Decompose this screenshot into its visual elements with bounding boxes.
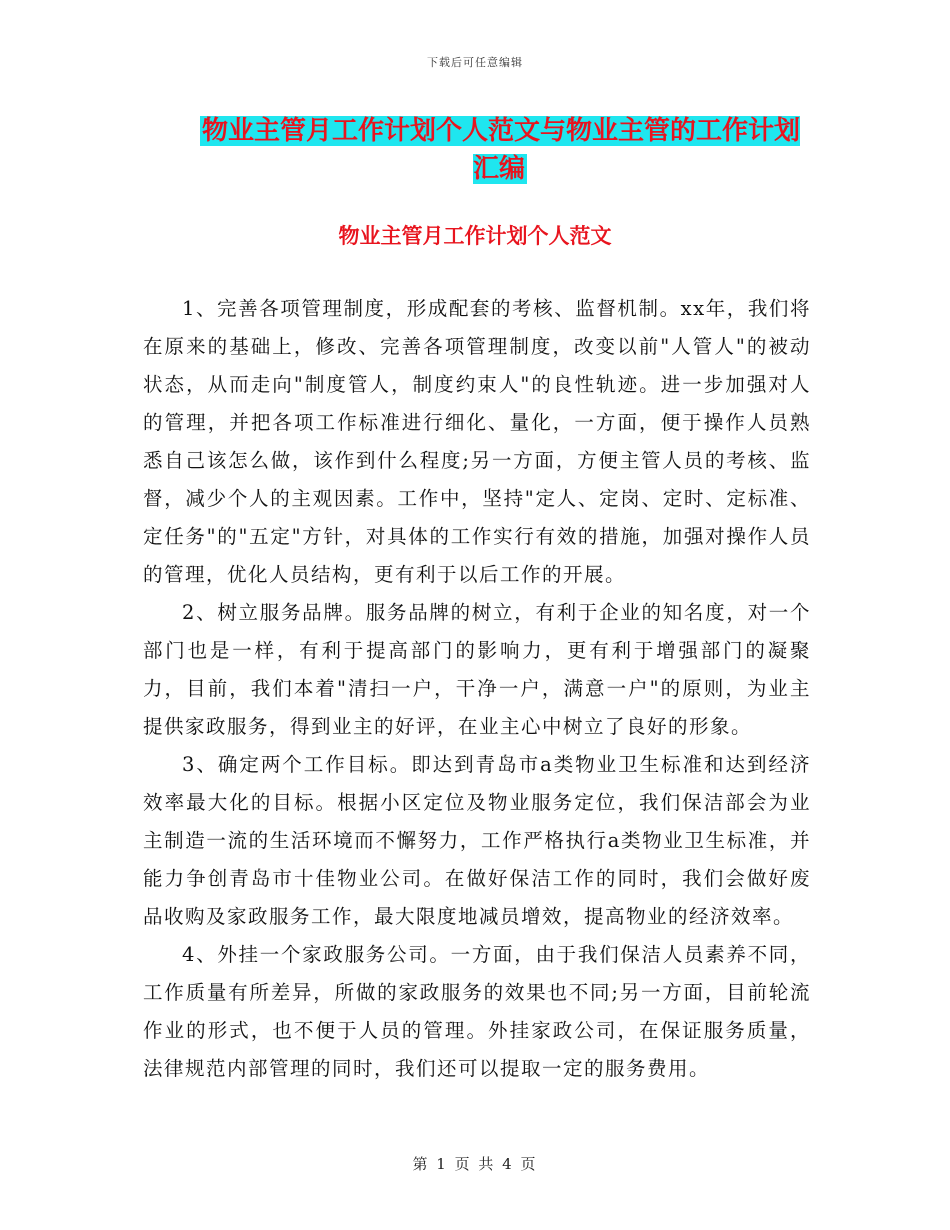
document-body <box>143 290 811 1088</box>
page-header-note: 下载后可任意编辑 <box>427 56 523 69</box>
paragraph-2: 2、树立服务品牌。服务品牌的树立，有利于企业的知名度，对一个部门也是一样，有利于提高部门的影响力，更有利于增强部门的凝聚力，目前，我们本着"清扫一户，干净一户，满意一户"的原则，为业主提供家政服务，得到业主的好评，在业主心中树立了良好的形象。 <box>143 601 811 738</box>
document-title <box>190 112 810 188</box>
paragraph-3: 3、确定两个工作目标。即达到青岛市a类物业卫生标准和达到经济效率最大化的目标。根据小区定位及物业服务定位，我们保洁部会为业主制造一流的生活环境而不懈努力，工作严格执行a类物业卫生标准，并能力争创青岛市十佳物业公司。在做好保洁工作的同时，我们会做好废品收购及家政服务工作，最大限度地减员增效，提高物业的经济效率。 <box>143 753 811 928</box>
section-title: 物业主管月工作计划个人范文 <box>338 223 612 248</box>
paragraph-4: 4、外挂一个家政服务公司。一方面，由于我们保洁人员素养不同，工作质量有所差异，所做的家政服务的效果也不同;另一方面，目前轮流作业的形式，也不便于人员的管理。外挂家政公司，在保证服务质量，法律规范内部管理的同时，我们还可以提取一定的服务费用。 <box>143 943 811 1080</box>
page-number-footer: 第 1 页 共 4 页 <box>412 1155 538 1173</box>
document-title-text: 物业主管月工作计划个人范文与物业主管的工作计划汇编 <box>201 116 800 184</box>
paragraph-1: 1、完善各项管理制度，形成配套的考核、监督机制。xx年，我们将在原来的基础上，修改、完善各项管理制度，改变以前"人管人"的被动状态，从而走向"制度管人，制度约束人"的良性轨迹。进一步加强对人的管理，并把各项工作标准进行细化、量化，一方面，便于操作人员熟悉自己该怎么做，该作到什么程度;另一方面，方便主管人员的考核、监督，减少个人的主观因素。工作中，坚持"定人、定岗、定时、定标准、定任务"的"五定"方针，对具体的工作实行有效的措施，加强对操作人员的管理，优化人员结构，更有利于以后工作的开展。 <box>143 297 811 586</box>
